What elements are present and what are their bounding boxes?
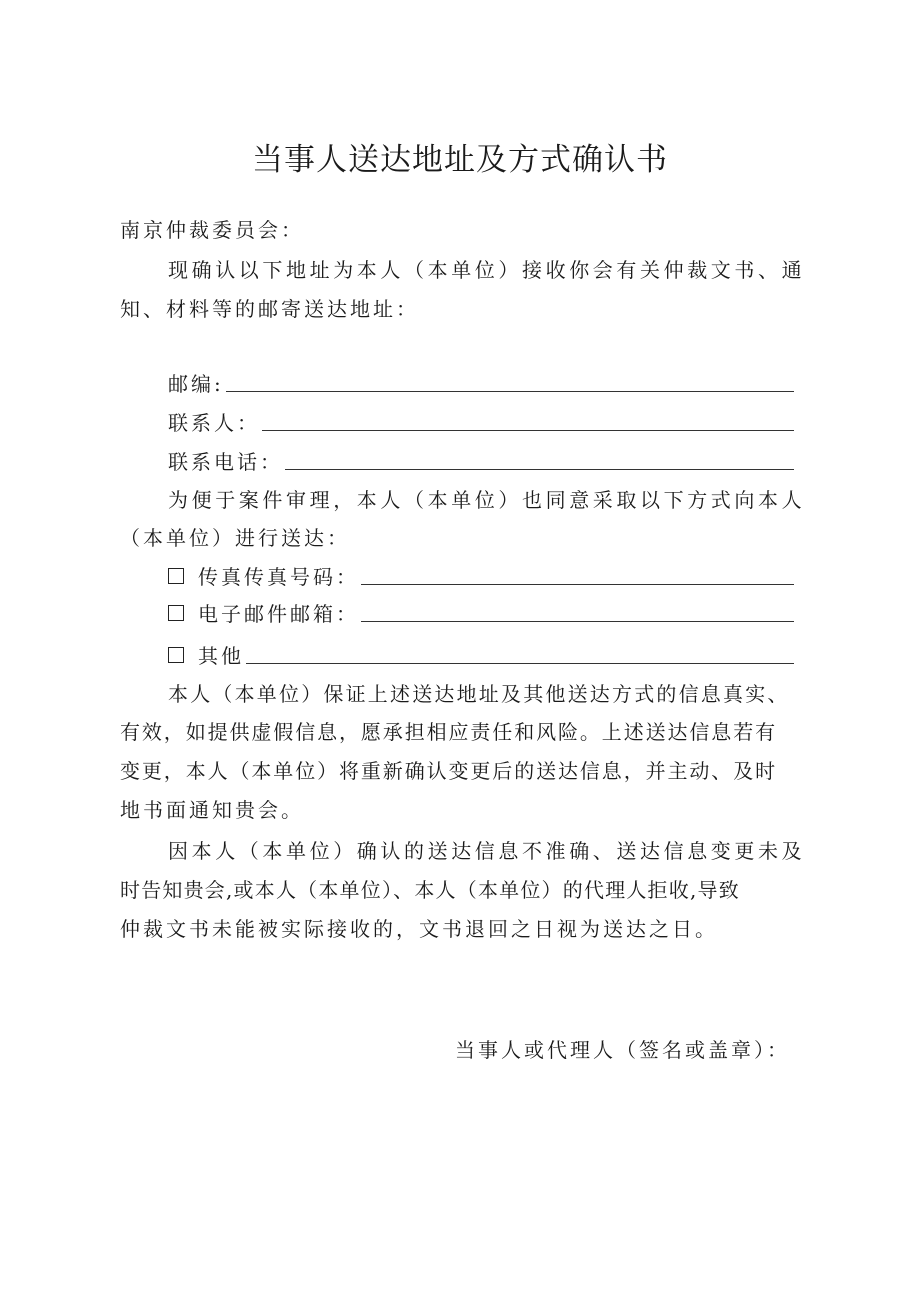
phone-label: 联系电话： [168, 450, 283, 474]
consent-line-1: 为便于案件审理，本人（本单位）也同意采取以下方式向本人 [168, 488, 806, 512]
postcode-field[interactable] [168, 370, 794, 398]
intro-line-2: 知、材料等的邮寄送达地址： [120, 297, 419, 321]
consequence-line-3: 仲裁文书未能被实际接收的，文书退回之日视为送达之日。 [120, 917, 718, 941]
other-option[interactable] [168, 642, 794, 670]
email-checkbox[interactable] [168, 605, 184, 621]
other-checkbox[interactable] [168, 647, 184, 663]
fax-label: 传真传真号码： [198, 565, 359, 589]
other-label: 其他 [198, 644, 244, 668]
guarantee-line-1: 本人（本单位）保证上述送达地址及其他送达方式的信息真实、 [168, 682, 790, 706]
guarantee-line-2: 有效，如提供虚假信息，愿承担相应责任和风险。上述送达信息若有 [120, 720, 777, 744]
phone-field[interactable] [168, 448, 794, 476]
contact-blank[interactable] [262, 430, 794, 431]
postcode-label: 邮编: [168, 372, 224, 396]
signature-line: 当事人或代理人（签名或盖章）： [455, 1038, 790, 1062]
email-label: 电子邮件邮箱： [198, 602, 359, 626]
email-blank[interactable] [361, 621, 794, 622]
contact-field[interactable] [168, 409, 794, 437]
fax-checkbox[interactable] [168, 568, 184, 584]
guarantee-line-3: 变更，本人（本单位）将重新确认变更后的送达信息，并主动、及时 [120, 759, 777, 783]
fax-blank[interactable] [361, 584, 794, 585]
document-title: 当事人送达地址及方式确认书 [252, 142, 668, 178]
fax-option[interactable] [168, 563, 794, 591]
consequence-line-1: 因本人（本单位）确认的送达信息不准确、送达信息变更未及 [168, 839, 806, 863]
consent-line-2: （本单位）进行送达： [120, 526, 350, 550]
addressee: 南京仲裁委员会： [120, 218, 304, 242]
email-option[interactable] [168, 600, 794, 628]
phone-blank[interactable] [285, 469, 794, 470]
contact-label: 联系人： [168, 411, 260, 435]
guarantee-line-4: 地书面通知贵会。 [120, 798, 304, 822]
intro-line-1: 现确认以下地址为本人（本单位）接收你会有关仲裁文书、通 [168, 258, 806, 282]
other-blank[interactable] [246, 663, 794, 664]
postcode-blank[interactable] [226, 391, 794, 392]
consequence-line-2: 时告知贵会,或本人（本单位）、本人（本单位）的代理人拒收,导致 [120, 878, 740, 902]
